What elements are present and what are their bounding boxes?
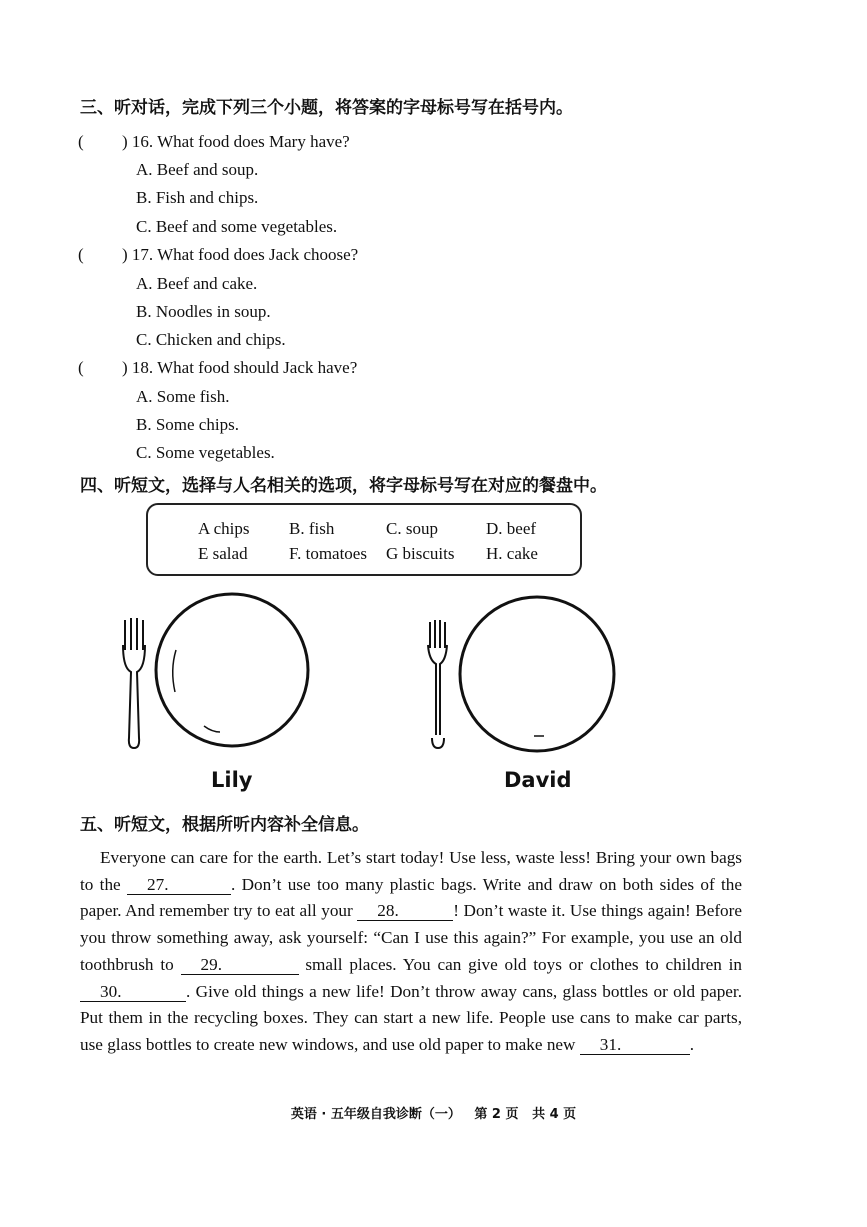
passage-text: bags to the xyxy=(80,848,742,894)
choice-h: H. cake xyxy=(486,544,538,563)
option-16a: A. Beef and soup. xyxy=(136,160,259,179)
question-text: ) 17. What food does Jack choose? xyxy=(122,245,359,264)
answer-paren[interactable]: ( xyxy=(78,132,84,151)
passage-text: again! Before you throw something away, ask yourself: “Can I use this again?” For xyxy=(80,901,743,948)
option-17b: B. Noodles in soup. xyxy=(136,302,271,321)
plate-label-lily: Lily xyxy=(211,768,253,792)
section5-heading: 五、听短文，根据所听内容补全信息。 xyxy=(80,815,369,835)
section4-heading: 四、听短文，选择与人名相关的选项，将字母标号写在对应的餐盘中。 xyxy=(80,476,607,496)
answer-blank[interactable]: 30. xyxy=(80,983,186,1002)
fork-icon xyxy=(123,618,145,748)
answer-blank[interactable]: 31. xyxy=(580,1036,690,1055)
plate-label-david: David xyxy=(504,768,572,792)
passage-text: . Give old things a new life! Don’t throw xyxy=(186,981,476,1001)
answer-paren[interactable]: ( xyxy=(78,245,84,264)
question-text: ) 18. What food should Jack have? xyxy=(122,358,358,377)
passage-text: example, you use an old toothbrush to xyxy=(80,928,743,974)
fork-icon xyxy=(428,620,447,748)
option-17a: A. Beef and cake. xyxy=(136,274,258,293)
option-16b: B. Fish and chips. xyxy=(136,188,259,207)
choice-d: D. beef xyxy=(486,519,537,538)
answer-blank[interactable]: 27. xyxy=(127,876,231,895)
question-text: ) 16. What food does Mary have? xyxy=(122,132,350,151)
passage-text: new life. People use cans to make car parts, use glass bottles to create new windows, and xyxy=(80,1008,743,1054)
choice-c: C. soup xyxy=(386,519,438,538)
answer-blank[interactable]: 29. xyxy=(181,956,299,975)
plate-icon[interactable] xyxy=(460,597,614,751)
choice-e: E salad xyxy=(198,544,248,563)
passage-text: Everyone can care for the earth. Let’s start today! Use less, waste less! Bring your own xyxy=(100,848,706,867)
passage xyxy=(80,845,742,1059)
answer-blank[interactable]: 28. xyxy=(357,902,453,921)
passage-text: of the paper. And remember try to eat all your xyxy=(80,874,742,921)
choice-a: A chips xyxy=(198,519,250,538)
plate-icon[interactable] xyxy=(156,594,308,746)
passage-text: away cans, glass bottles or old paper. Put them in the recycling boxes. They can start a xyxy=(80,981,743,1028)
option-17c: C. Chicken and chips. xyxy=(136,330,286,349)
passage-text: . xyxy=(689,1034,695,1054)
option-18b: B. Some chips. xyxy=(136,415,239,434)
option-18c: C. Some vegetables. xyxy=(136,443,275,462)
choice-g: G biscuits xyxy=(386,544,455,563)
option-18a: A. Some fish. xyxy=(136,387,230,406)
passage-paragraph xyxy=(80,845,742,1059)
passage-text: use old paper to make new xyxy=(391,1034,580,1054)
passage-text: toys or clothes to children in xyxy=(533,954,743,974)
passage-text: . Don’t use too many plastic bags. Write and draw on both sides xyxy=(231,874,695,894)
passage-text: ! Don’t waste it. Use things xyxy=(453,901,644,921)
choice-f: F. tomatoes xyxy=(289,544,367,563)
choice-b: B. fish xyxy=(289,519,335,538)
answer-paren[interactable]: ( xyxy=(78,358,84,377)
page-footer: 英语 · 五年级自我诊断（一） 第 2 页 共 4 页 xyxy=(290,1107,577,1122)
option-16c: C. Beef and some vegetables. xyxy=(136,217,338,236)
passage-text: small places. You can give old xyxy=(298,954,527,974)
section3-heading: 三、听对话，完成下列三个小题，将答案的字母标号写在括号内。 xyxy=(80,98,573,118)
